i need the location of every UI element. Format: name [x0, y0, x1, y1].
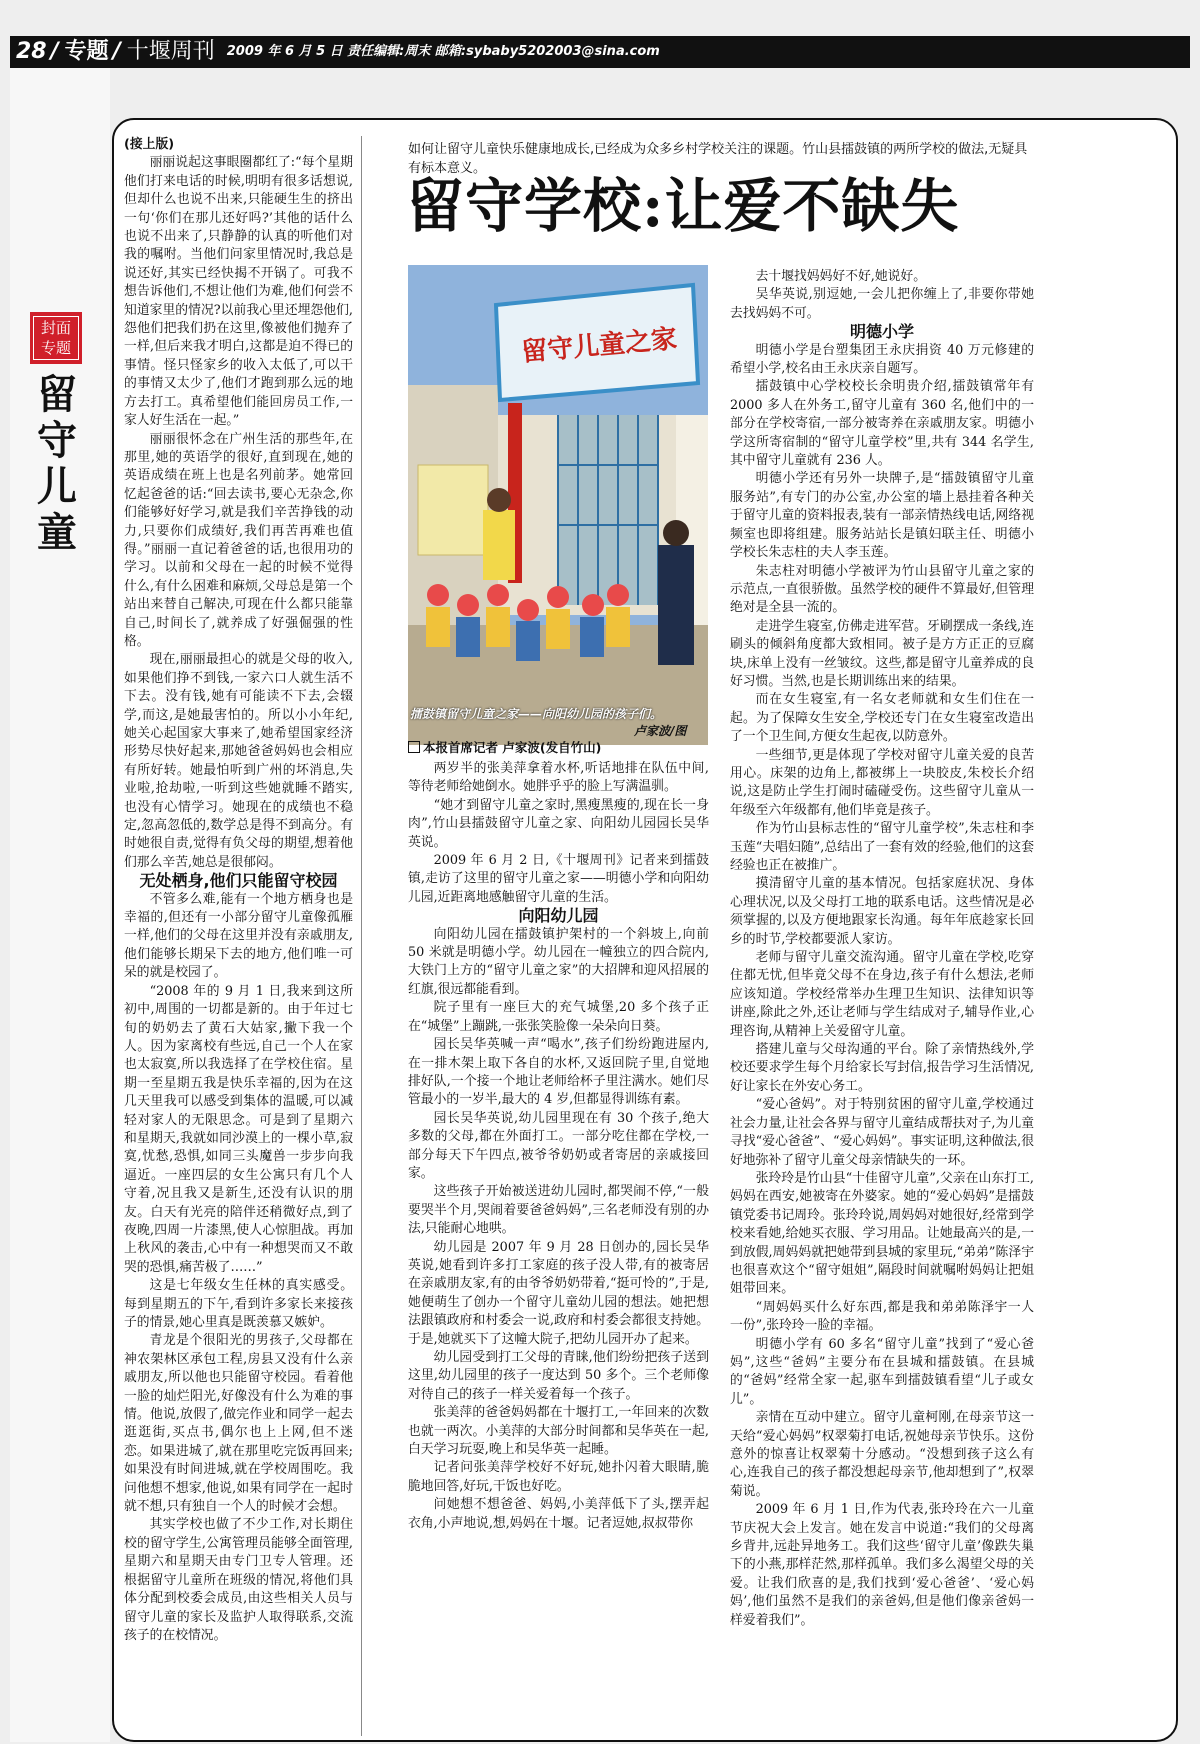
- paragraph: 张玲玲是竹山县“十佳留守儿童”,父亲在山东打工,妈妈在西安,她被寄在外婆家。她的“爱心妈妈”是擂鼓镇党委书记周玲。张玲玲说,周妈妈对她很好,经常到学校来看她,给她买衣服、学习用品。让她最高兴的是,一到放假,周妈妈就把她带到县城的家里玩,“弟弟”陈泽宇也很喜欢这个“留守姐姐”,隔段时间就嘱咐妈妈让把姐姐带回来。: [730, 1170, 1034, 1297]
- column-2: [408, 760, 709, 1533]
- paragraph: 问她想不想爸爸、妈妈,小美萍低下了头,摆弄起衣角,小声地说,想,妈妈在十堰。记者逗她,叔叔带你: [408, 1497, 709, 1531]
- header-meta: 2009 年 6 月 5 日 责任编辑:周末 邮箱:sybaby5202003@sina.com: [226, 44, 660, 59]
- lede: 如何让留守儿童快乐健康地成长,已经成为众多乡村学校关注的课题。竹山县擂鼓镇的两所学校的做法,无疑具有标本意义。: [408, 142, 1028, 176]
- paragraph: 摸清留守儿童的基本情况。包括家庭状况、身体心理状况,以及父母打工地的联系电话。这些情况是必须掌握的,以及方便地跟家长沟通。每年年底趁家长回乡的时节,学校都要派人家访。: [730, 876, 1034, 947]
- subheading: 明德小学: [849, 322, 914, 342]
- page-number: 28: [16, 39, 47, 64]
- paper-name: 十堰周刊: [126, 39, 215, 64]
- paragraph: 园长吴华英喊一声“喝水”,孩子们纷纷跑进屋内,在一排木架上取下各自的水杯,又返回院子里,自觉地排好队,一个接一个地让老师给杯子里注满水。她们尽管最小的一岁半,最大的 4 岁,但都显得训练有素。: [408, 1037, 709, 1108]
- section-name: 专题: [64, 39, 109, 64]
- column-3: [730, 268, 1034, 1630]
- tag-line-2: 专题: [40, 339, 71, 357]
- continued-note: (接上版): [124, 137, 175, 152]
- paragraph: 院子里有一座巨大的充气城堡,20 多个孩子正在“城堡”上蹦跳,一张张笑脸像一朵朵向日葵。: [408, 1000, 709, 1034]
- byline-text: 本报首席记者 卢家波(发自竹山): [423, 740, 602, 755]
- byline-box-icon: [408, 741, 420, 753]
- paragraph: 现在,丽丽最担心的就是父母的收入,如果他们挣不到钱,一家六口人就生活不下去。没有钱,她有可能读不下去,会辍学,而这,是她最害怕的。所以小小年纪,她关心起国家大事来了,她希望国家经济形势尽快好起来,那她爸爸妈妈也会相应有所好转。她最怕听到广州的坏消息,失业啦,抢劫啦,一听到这些她就睡不踏实,也没有心情学习。她现在的成绩也不稳定,忽高忽低的,数学总是得不到高分。有时她很自责,觉得有负父母的期望,想着他们那么辛苦,她总是很郁闷。: [124, 652, 353, 870]
- column-1: [124, 136, 362, 1736]
- paragraph: 两岁半的张美萍拿着水杯,听话地排在队伍中间,等待老师给她倒水。她胖乎乎的脸上写满温驯。: [408, 761, 709, 795]
- paragraph: 去十堰找妈妈好不好,她说好。: [755, 269, 927, 284]
- paragraph: 这是七年级女生任林的真实感受。每到星期五的下午,看到许多家长来接孩子的情景,她心里真是既羡慕又嫉妒。: [124, 1278, 353, 1330]
- byline: [408, 738, 708, 756]
- section-tag: [30, 312, 82, 364]
- paragraph: 2009 年 6 月 2 日,《十堰周刊》记者来到擂鼓镇,走访了这里的留守儿童之家——明德小学和向阳幼儿园,近距离地感触留守儿童的生活。: [408, 853, 709, 905]
- paragraph: “周妈妈买什么好东西,都是我和弟弟陈泽宇一人一份”,张玲玲一脸的幸福。: [730, 1299, 1034, 1334]
- article-photo: [408, 265, 708, 745]
- photo-credit: 卢家波/图: [634, 724, 687, 738]
- paragraph: 擂鼓镇中心学校校长余明贵介绍,擂鼓镇常年有 2000 多人在外务工,留守儿童有 360 名,他们中的一部分在学校寄宿,一部分被寄养在亲戚朋友家。明德小学这所寄宿制的“留守儿童学校”里,共有 344 名学生,其中留守儿童就有 236 人。: [730, 379, 1034, 469]
- paragraph: “爱心爸妈”。对于特别贫困的留守儿童,学校通过社会力量,让社会各界与留守儿童结成帮扶对子,为儿童寻找“爱心爸爸”、“爱心妈妈”。事实证明,这种做法,很好地弥补了留守儿童父母亲情缺失的一环。: [730, 1097, 1034, 1168]
- paragraph: 明德小学还有另外一块牌子,是“擂鼓镇留守儿童服务站”,有专门的办公室,办公室的墙上悬挂着各种关于留守儿童的资料报表,装有一部亲情热线电话,网络视频室也即将组建。服务站站长是镇妇联主任、明德小学校长朱志柱的夫人李玉莲。: [730, 471, 1034, 561]
- paragraph: 2009 年 6 月 1 日,作为代表,张玲玲在六一儿童节庆祝大会上发言。她在发言中说道:“我们的父母离乡背井,远赴异地务工。我们这些‘留守儿童’像跌失巢下的小燕,那样茫然,那样孤单。我们多么渴望父母的关爱。让我们欣喜的是,我们找到‘爱心爸爸’、‘爱心妈妈’,他们虽然不是我们的亲爸妈,但是他们像亲爸妈一样爱着我们”。: [730, 1502, 1034, 1628]
- header-slash: /: [112, 39, 121, 64]
- paragraph: 作为竹山县标志性的“留守儿童学校”,朱志柱和李玉莲“夫唱妇随”,总结出了一套有效的经验,他们的这套经验也正在被推广。: [730, 821, 1034, 873]
- paragraph: 明德小学有 60 多名“留守儿童”找到了“爱心爸妈”,这些“爸妈”主要分布在县城和擂鼓镇。在县城的“爸妈”经常全家一起,驱车到擂鼓镇看望“儿子或女儿”。: [730, 1336, 1034, 1407]
- page-header: [10, 36, 1190, 68]
- paragraph: 走进学生寝室,仿佛走进军营。牙刷摆成一条线,连刷头的倾斜角度都大致相同。被子是方方正正的豆腐块,床单上没有一丝皱纹。这些,都是留守儿童养成的良好习惯。当然,也是长期训练出来的结果。: [730, 618, 1034, 689]
- paragraph: “她才到留守儿童之家时,黑瘦黑瘦的,现在长一身肉”,竹山县擂鼓留守儿童之家、向阳幼儿园园长吴华英说。: [408, 797, 709, 850]
- header-slash: /: [50, 39, 59, 64]
- paragraph: 而在女生寝室,有一名女老师就和女生们住在一起。为了保障女生安全,学校还专门在女生寝室改造出了一个卫生间,方便女生起夜,以防意外。: [730, 692, 1034, 745]
- paragraph: 其实学校也做了不少工作,对长期住校的留守学生,公寓管理员能够全面管理,星期六和星期天由专门卫专人管理。还根据留守儿童所在班级的情况,将他们具体分配到校委会成员,由这些相关人员与留守儿童的家长及监护人取得联系,交流孩子的在校情况。: [124, 1517, 353, 1643]
- paragraph: 这些孩子开始被送进幼儿园时,都哭闹不停,“一般要哭半个月,哭闹着要爸爸妈妈”,三名老师没有别的办法,只能耐心地哄。: [408, 1184, 709, 1237]
- photo-sign: 留守儿童之家: [520, 324, 679, 368]
- paragraph: 幼儿园是 2007 年 9 月 28 日创办的,园长吴华英说,她看到许多打工家庭的孩子没人带,有的被寄居在亲戚朋友家,有的由爷爷奶奶带着,“挺可怜的”,于是,她便萌生了创办一个留守儿童幼儿园的想法。她把想法跟镇政府和村委会一说,政府和村委会都很支持她。于是,她就买下了这幢大院子,把幼儿园开办了起来。: [408, 1239, 709, 1347]
- paragraph: 向阳幼儿园在擂鼓镇护架村的一个斜坡上,向前 50 米就是明德小学。幼儿园在一幢独立的四合院内,大铁门上方的“留守儿童之家”的大招牌和迎风招展的红旗,很远都能看到。: [408, 926, 709, 997]
- photo-caption: 擂鼓镇留守儿童之家——向阳幼儿园的孩子们。: [410, 707, 663, 721]
- paragraph: 丽丽很怀念在广州生活的那些年,在那里,她的英语学的很好,直到现在,她的英语成绩在班上也是名列前茅。她常回忆起爸爸的话:“回去读书,要心无杂念,你们能够好好学习,就是我们辛苦挣钱的动力,只要你们成绩好,我们再苦再难也值得。”丽丽一直记着爸爸的话,也很用功的学习。以前和父母在一起的时候不觉得什么,有什么困难和麻烦,父母总是第一个站出来替自己解决,可现在什么都只能靠自己,时间长了,就养成了好强倔强的性格。: [124, 431, 353, 649]
- paragraph: 一些细节,更是体现了学校对留守儿童关爱的良苦用心。床架的边角上,都被绑上一块胶皮,朱校长介绍说,这是防止学生打闹时磕碰受伤。这些留守儿童从一年级至六年级都有,他们毕竟是孩子。: [730, 747, 1034, 818]
- paragraph: 明德小学是台塑集团王永庆捐资 40 万元修建的希望小学,校名由王永庆亲自题写。: [730, 342, 1034, 377]
- paragraph: 吴华英说,别逗她,一会儿把你缠上了,非要你带她去找妈妈不可。: [730, 287, 1034, 321]
- subheading: 向阳幼儿园: [518, 906, 599, 926]
- paragraph: 朱志柱对明德小学被评为竹山县留守儿童之家的示范点,一直很骄傲。虽然学校的硬件不算最好,但管理绝对是全县一流的。: [730, 563, 1034, 616]
- paragraph: 搭建儿童与父母沟通的平台。除了亲情热线外,学校还要求学生每个月给家长写封信,报告学习生活情况,好让家长在外安心务工。: [730, 1042, 1034, 1094]
- vertical-section-title: 留守儿童: [37, 372, 77, 556]
- paragraph: 幼儿园受到打工父母的青睐,他们纷纷把孩子送到这里,幼儿园里的孩子一度达到 50 多个。三个老师像对待自己的孩子一样关爱着每一个孩子。: [408, 1350, 709, 1402]
- paragraph: 记者问张美萍学校好不好玩,她扑闪着大眼睛,脆脆地回答,好玩,干饭也好吃。: [408, 1460, 709, 1494]
- article-frame: [112, 118, 1178, 1742]
- subheading: 无处栖身,他们只能留守校园: [139, 871, 338, 891]
- headline: 留守学校:让爱不缺失: [406, 172, 960, 240]
- paragraph: 亲情在互动中建立。留守儿童柯刚,在母亲节这一天给“爱心妈妈”权翠菊打电话,祝她母亲节快乐。这份意外的惊喜让权翠菊十分感动。“没想到孩子这么有心,连我自己的孩子都没想起母亲节,他却想到了”,权翠菊说。: [730, 1410, 1034, 1499]
- paragraph: 不管多么难,能有一个地方栖身也是幸福的,但还有一小部分留守儿童像孤雁一样,他们的父母在这里并没有亲戚朋友,他们能够长期呆下去的地方,他们唯一可呆的就是校园了。: [124, 891, 353, 981]
- paragraph: 青龙是个很阳光的男孩子,父母都在神农架林区承包工程,房县又没有什么亲戚朋友,所以他也只能留守校园。看着他一脸的灿烂阳光,好像没有什么为难的事情。他说,放假了,做完作业和同学一起去逛逛街,买点书,偶尔也上上网,但不迷恋。如果进城了,就在那里吃完饭再回来;如果没有时间进城,就在学校周围吃。我问他想不想家,他说,如果有同学在一起时就不想,只有独自一个人的时候才会想。: [124, 1333, 353, 1515]
- paragraph: “2008 年的 9 月 1 日,我来到这所初中,周围的一切都是新的。由于年过七旬的奶奶去了黄石大姑家,撇下我一个人。因为家离校有些远,自己一个人在家也太寂寞,所以我选择了在学校住宿。星期一至星期五我是快乐幸福的,因为在这几天里我可以感受到集体的温暖,可以减轻对家人的无限思念。可是到了星期六和星期天,我就如同沙漠上的一棵小草,寂寞,忧愁,恐惧,如同三头魔兽一步步向我逼近。一座四层的女生公寓只有几个人守着,况且我又是新生,还没有认识的朋友。白天有光亮的陪伴还稍微好点,到了夜晚,四周一片漆黑,使人心惊胆战。再加上秋风的袭击,心中有一种想哭而又不敢哭的恐惧,痛苦极了……”: [124, 983, 353, 1275]
- tag-line-1: 封面: [40, 319, 71, 337]
- paragraph: 园长吴华英说,幼儿园里现在有 30 个孩子,绝大多数的父母,都在外面打工。一部分吃住都在学校,一部分每天下午四点,被爷爷奶奶或者寄居的亲戚接回家。: [408, 1110, 709, 1181]
- paragraph: 张美萍的爸爸妈妈都在十堰打工,一年回来的次数也就一两次。小美萍的大部分时间都和吴华英在一起,白天学习玩耍,晚上和吴华英一起睡。: [408, 1405, 709, 1458]
- paragraph: 老师与留守儿童交流沟通。留守儿童在学校,吃穿住都无忧,但毕竟父母不在身边,孩子有什么想法,老师应该知道。学校经常举办生理卫生知识、法律知识等讲座,除此之外,还让老师与学生结成对子,辅导作业,心理咨询,从精神上关爱留守儿童。: [730, 950, 1034, 1039]
- paragraph: 丽丽说起这事眼圈都红了:“每个星期他们打来电话的时候,明明有很多话想说,但却什么也说不出来,只能硬生生的挤出一句‘你们在那儿还好吗?’其他的话什么也说不出来了,只静静的认真的听他们对我的嘱咐。当他们问家里情况时,我总是说还好,其实已经快揭不开锅了。可我不想告诉他们,不想让他们为难,他们何尝不知道家里的情况?以前我心里还埋怨他们,怨他们把我们扔在这里,像被他们抛弃了一样,但后来我才明白,这都是迫不得已的事情。怪只怪家乡的收入太低了,可以干的事情又太少了,他们才跑到那么远的地方去打工。真希望他们能回房员工作,一家人好生活在一起。”: [124, 155, 353, 429]
